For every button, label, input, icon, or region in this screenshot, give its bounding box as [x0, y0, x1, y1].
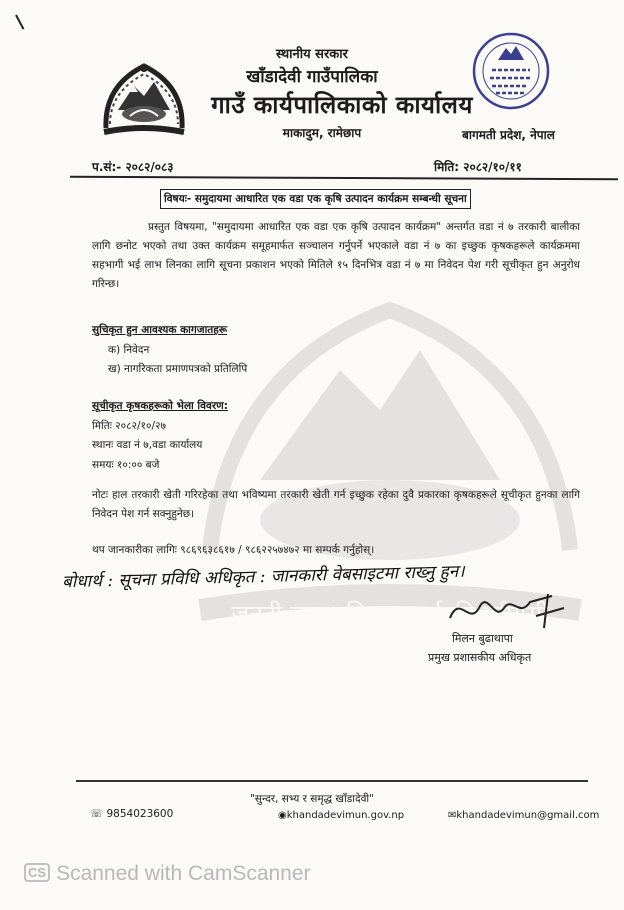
body-paragraph: प्रस्तुत विषयमा, "समुदायमा आधारित एक वडा एक कृषि उत्पादन कार्यक्रम" अन्तर्गत वडा नं ७ तरकारी बालीका लागि छनोट भएको तथा उक्त कार्यक्रम समूहमार्फत सञ्चालन गर्नुपर्ने भएकाले वडा नं ७ का इच्छुक कृषकहरूले कार्यक्रममा सहभागी भई लाभ लिनका लागि सूचना प्रकाशन भएको मितिले १५ दिनभित्र वडा नं ७ मा निवेदन पेश गरी सूचीकृत हुन अनुरोध गरिन्छ। [92, 221, 580, 290]
footer-phone [90, 808, 173, 820]
globe-icon: ◉ [278, 810, 287, 821]
note-paragraph: नोटः हाल तरकारी खेती गरिरहेका तथा भविष्यमा तरकारी खेती गर्न इच्छुक रहेका दुवै प्रकारका कृषकहरूले सूचीकृत हुनका लागि निवेदन पेश गर्न सक्नुहुनेछ। [92, 489, 580, 520]
office-seal-stamp-icon [470, 30, 552, 112]
document-item: क) निवेदन [108, 344, 150, 356]
meeting-time: समयः १०:०० बजे [92, 459, 160, 471]
header-municipality: खाँडादेवी गाउँपालिका [246, 67, 378, 87]
handwritten-cc-note: बोधार्थ : सूचना प्रविधि अधिकृत : जानकारी वेबसाइटमा राख्नु हुन। [61, 561, 465, 593]
issue-date: मिति: २०८२/१०/११ [434, 160, 522, 174]
contact-line: थप जानकारीका लागिः ९८६९६३८६१७ / ९८६२२५७४७२ मा सम्पर्क गर्नुहोस्। [92, 544, 375, 556]
corner-mark [15, 15, 24, 30]
signatory-title: प्रमुख प्रशासकीय अधिकृत [428, 651, 532, 664]
meeting-place: स्थानः वडा नं ७,वडा कार्यालय [92, 439, 203, 451]
scanner-watermark [24, 862, 311, 886]
signature-scribble-icon [440, 588, 570, 632]
header-location: माकादुम, रामेछाप [282, 126, 362, 140]
header-divider [70, 176, 618, 180]
footer-divider [76, 780, 588, 782]
mail-icon: ✉ [448, 810, 457, 821]
footer-website [278, 810, 404, 821]
reference-number: प.सं:- २०८२/०८३ [92, 160, 174, 174]
province-label: बागमती प्रदेश, नेपाल [462, 128, 555, 142]
signatory-name: मिलन बुढाथापा [452, 632, 513, 645]
meeting-heading: सूचीकृत कृषकहरूको भेला विवरण: [92, 400, 228, 412]
subject-line: विषयः- समुदायमा आधारित एक वडा एक कृषि उत्पादन कार्यक्रम सम्बन्धी सूचना [160, 189, 471, 209]
website-url: khandadevimun.gov.np [286, 810, 405, 821]
footer-motto: "सुन्दर, सभ्य र समृद्ध खाँडादेवी" [250, 793, 374, 805]
documents-heading: सुचिकृत हुन आवश्यक कागजातहरू [92, 324, 228, 336]
watermark-motto: जननी जन्मभूमिश्च स्वर्गादपि गरीयसी [231, 600, 549, 628]
phone-number: 9854023600 [106, 808, 174, 820]
document-item: ख) नागरिकता प्रमाणपत्रको प्रतिलिपि [108, 363, 248, 375]
header-office-title: गाउँ कार्यपालिकाको कार्यालय [211, 91, 473, 119]
scanner-text: Scanned with CamScanner [56, 862, 311, 885]
email-address: khandadevimun@gmail.com [456, 810, 600, 821]
header-line-1: स्थानीय सरकार [276, 47, 348, 62]
footer-email [448, 810, 599, 821]
phone-icon: ☏ [90, 808, 104, 820]
meeting-date: मितिः २०८२/१०/२७ [92, 420, 166, 432]
camscanner-logo-icon: CS [24, 863, 50, 882]
